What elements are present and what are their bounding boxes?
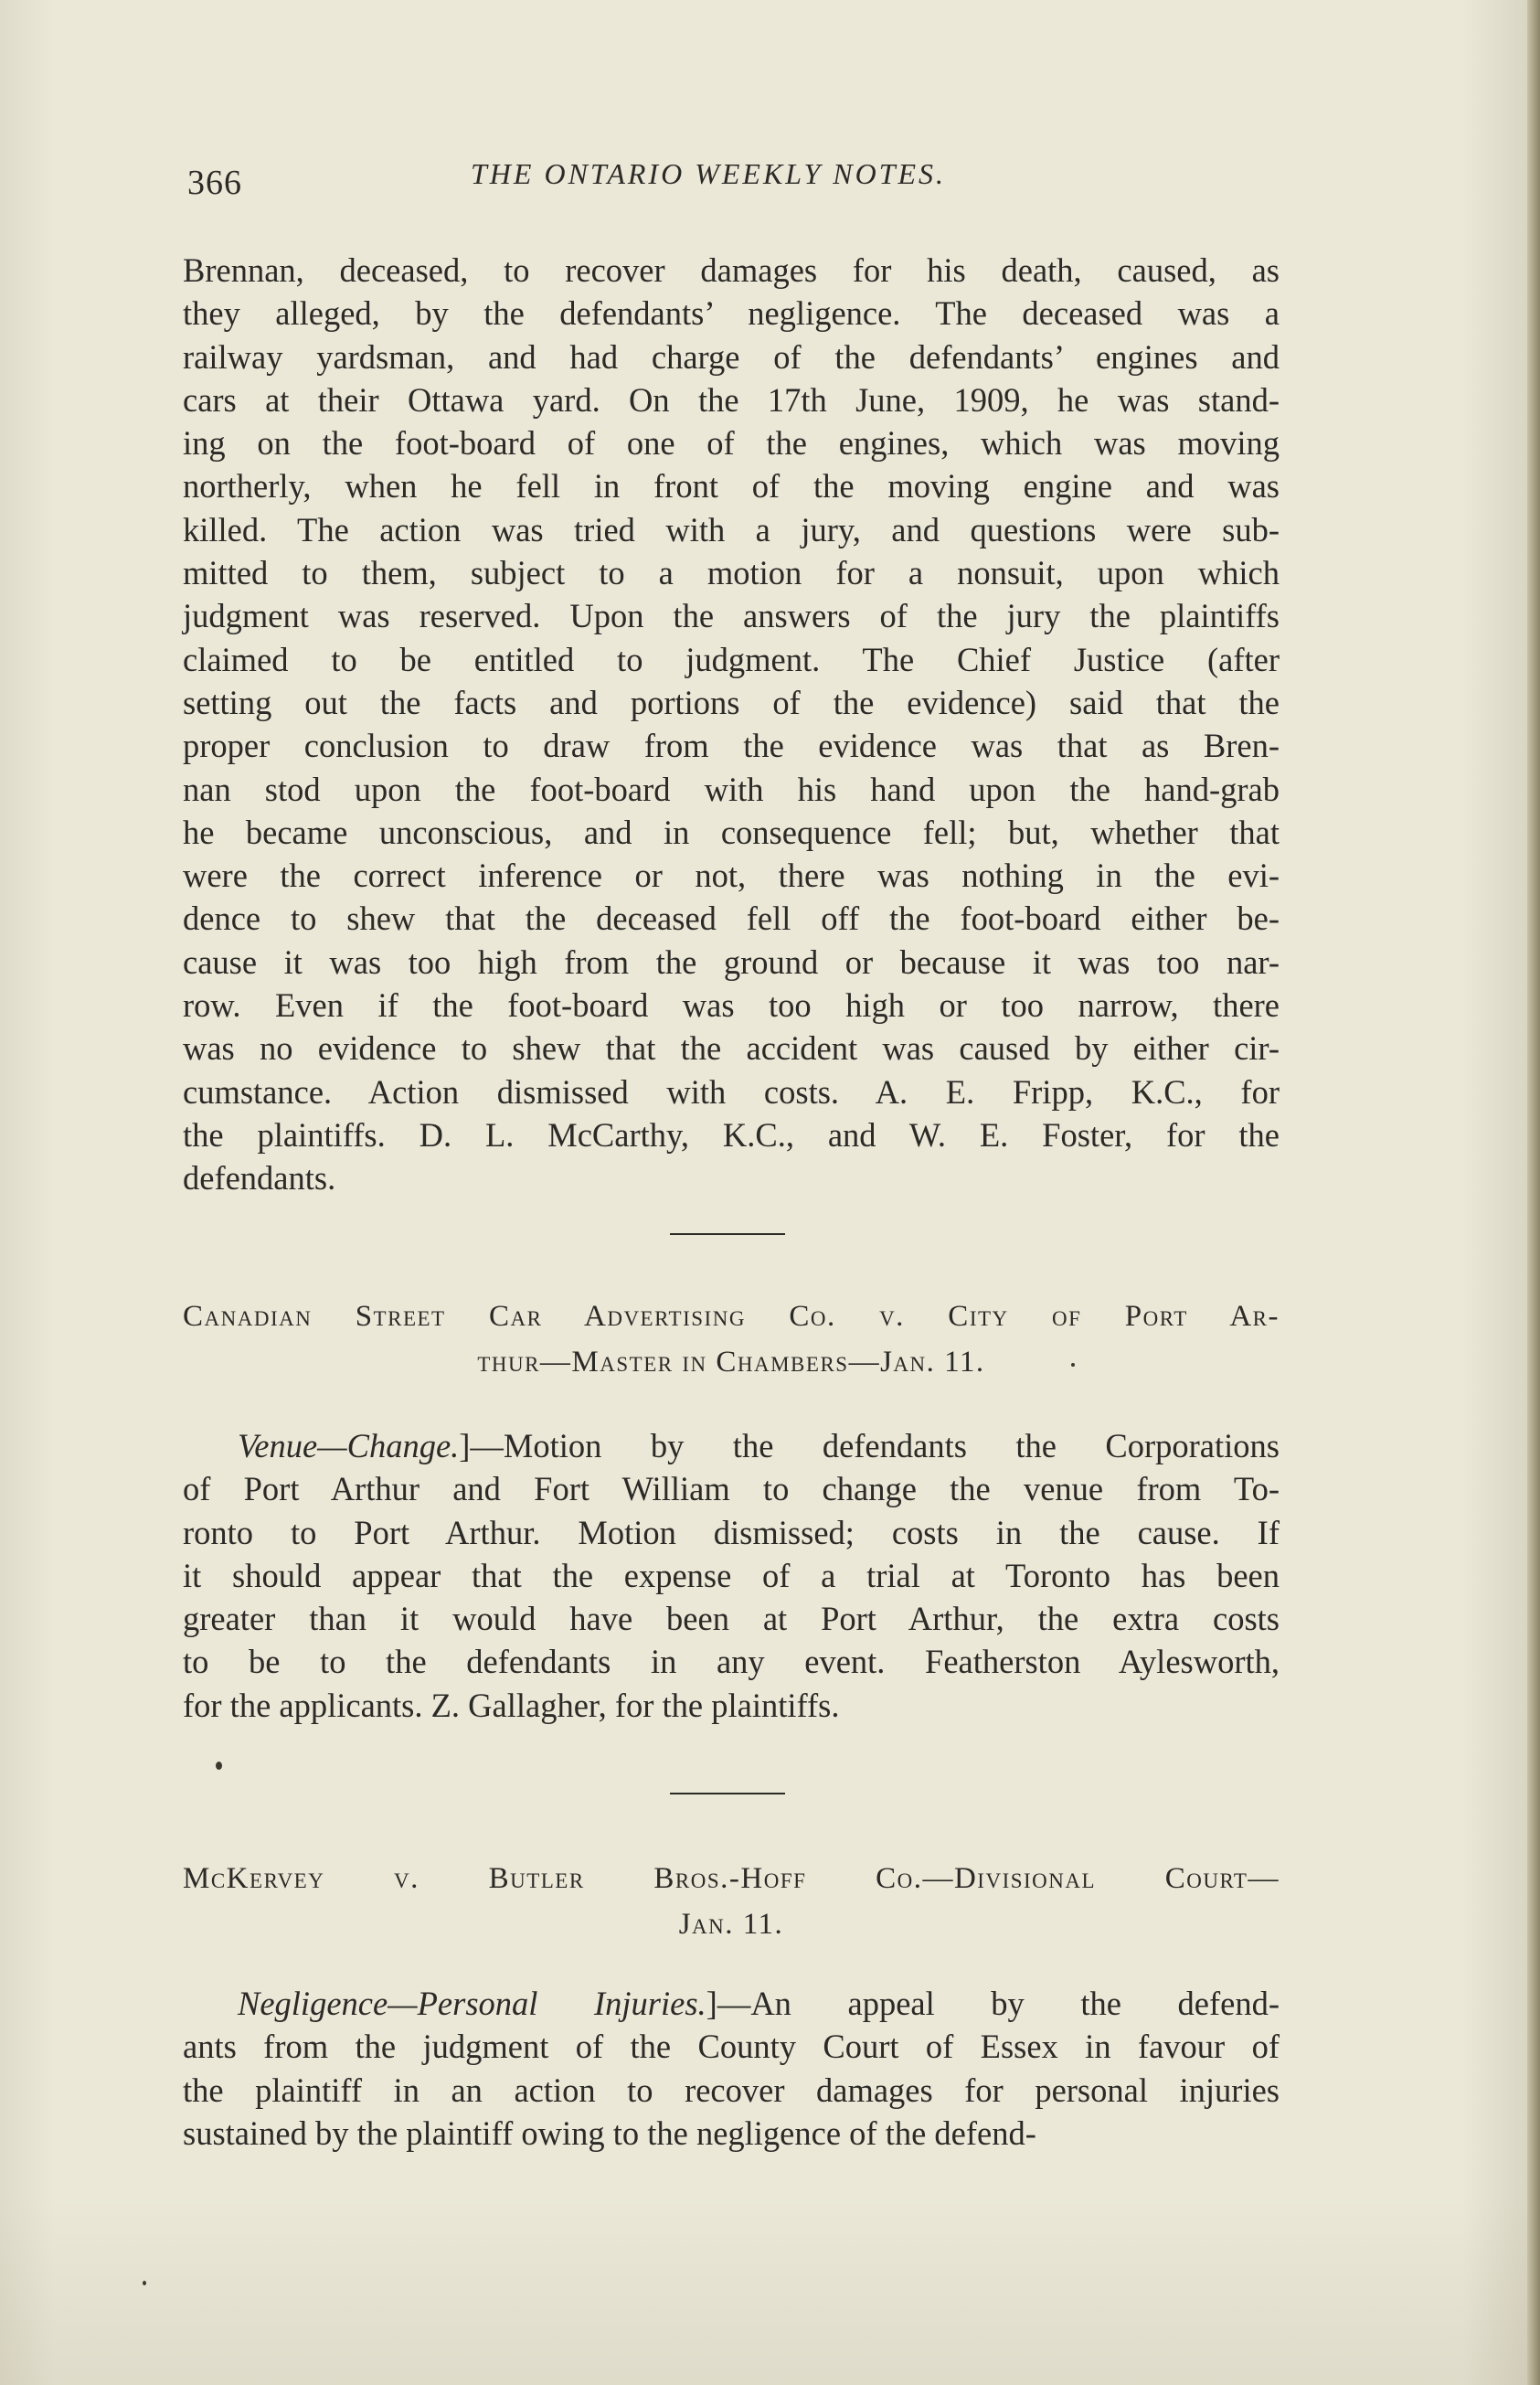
case3-heading: [183, 1856, 1280, 1947]
case3-text-line: sustained by the plaintiff owing to the negligence of the defend-: [183, 2113, 1036, 2152]
case1-paragraph: [183, 249, 1280, 1200]
ink-speck: [143, 2281, 146, 2285]
case1-text-line: railway yardsman, and had charge of the defendants’ engines and: [183, 337, 1280, 376]
case3-heading-line1: McKervey v. Butler Bros.-Hoff Co.—Divisional Court—: [183, 1862, 1280, 1895]
case1-text-line: he became unconscious, and in consequence fell; but, whether that: [183, 813, 1280, 851]
case3-text-line: the plaintiff in an action to recover damages for personal injuries: [183, 2071, 1280, 2109]
case1-text-line: the plaintiffs. D. L. McCarthy, K.C., and W. E. Foster, for the: [183, 1115, 1280, 1154]
case1-text-line: dence to shew that the deceased fell off the foot-board either be-: [183, 900, 1280, 938]
case1-text-line: mitted to them, subject to a motion for a nonsuit, upon which: [183, 554, 1280, 592]
case1-text-line: claimed to be entitled to judgment. The Chief Justice (after: [183, 640, 1280, 678]
ink-speck: [1071, 1363, 1075, 1367]
case2-text-line: greater than it would have been at Port Arthur, the extra costs: [183, 1600, 1280, 1638]
case1-text-line: northerly, when he fell in front of the moving engine and was: [183, 467, 1280, 506]
case2-paragraph: [183, 1424, 1280, 1727]
section-divider-rule: [670, 1233, 785, 1235]
case1-text-line: cumstance. Action dismissed with costs. A. E. Fripp, K.C., for: [183, 1072, 1280, 1111]
ink-speck: [216, 1762, 222, 1770]
case2-first-line: [183, 1424, 1280, 1467]
case1-text-line: judgment was reserved. Upon the answers of the jury the plaintiffs: [183, 597, 1280, 635]
case1-text-line: were the correct inference or not, there was nothing in the evi-: [183, 857, 1280, 895]
page-header: [187, 157, 1275, 212]
case2-text-line: to be to the defendants in any event. Featherston Aylesworth,: [183, 1643, 1280, 1681]
case2-text-line: of Port Arthur and Fort William to change the venue from To-: [183, 1470, 1280, 1508]
case2-topic: Venue—Change.: [238, 1427, 460, 1464]
case3-first-line-text: ]—An appeal by the defend-: [706, 1985, 1280, 2022]
case3-first-line: [183, 1982, 1280, 2025]
case1-text-line: setting out the facts and portions of the evidence) said that the: [183, 683, 1280, 721]
case1-text-line: nan stod upon the foot-board with his hand upon the hand-grab: [183, 770, 1280, 808]
case2-heading-line1: Canadian Street Car Advertising Co. v. City of Port Ar-: [183, 1300, 1280, 1333]
case3-topic: Negligence—Personal Injuries.: [238, 1985, 706, 2022]
case1-text-line: ing on the foot-board of one of the engines, which was moving: [183, 424, 1280, 463]
case3-text-line: ants from the judgment of the County Court of Essex in favour of: [183, 2028, 1280, 2066]
book-spine-edge: [1527, 0, 1540, 2385]
case1-text-line: proper conclusion to draw from the evidence was that as Bren-: [183, 727, 1280, 765]
case2-heading-line2: thur—Master in Chambers—Jan. 11.: [477, 1346, 985, 1379]
case1-text-line: cars at their Ottawa yard. On the 17th June, 1909, he was stand-: [183, 380, 1280, 419]
case2-text-line: ronto to Port Arthur. Motion dismissed; costs in the cause. If: [183, 1513, 1280, 1551]
case1-text-line: killed. The action was tried with a jury, and questions were sub-: [183, 510, 1280, 548]
case1-text-line: was no evidence to shew that the accident was caused by either cir-: [183, 1029, 1280, 1068]
case2-heading: [183, 1294, 1280, 1385]
case2-text-line: for the applicants. Z. Gallagher, for the plaintiffs.: [183, 1686, 840, 1724]
case1-text-line: row. Even if the foot-board was too high or too narrow, there: [183, 986, 1280, 1025]
case1-text-line: cause it was too high from the ground or because it was too nar-: [183, 942, 1280, 981]
section-divider-rule: [670, 1793, 785, 1794]
case1-text-line: defendants.: [183, 1159, 336, 1198]
case1-text-line: they alleged, by the defendants’ negligence. The deceased was a: [183, 294, 1280, 333]
case2-first-line-text: ]—Motion by the defendants the Corporations: [459, 1427, 1280, 1464]
case3-paragraph: [183, 1982, 1280, 2155]
case2-text-line: it should appear that the expense of a trial at Toronto has been: [183, 1556, 1280, 1594]
case3-heading-line2: Jan. 11.: [678, 1908, 784, 1941]
page-number: 366: [187, 164, 242, 202]
case1-text-line: Brennan, deceased, to recover damages for his death, caused, as: [183, 251, 1280, 289]
running-title: THE ONTARIO WEEKLY NOTES.: [471, 157, 947, 190]
